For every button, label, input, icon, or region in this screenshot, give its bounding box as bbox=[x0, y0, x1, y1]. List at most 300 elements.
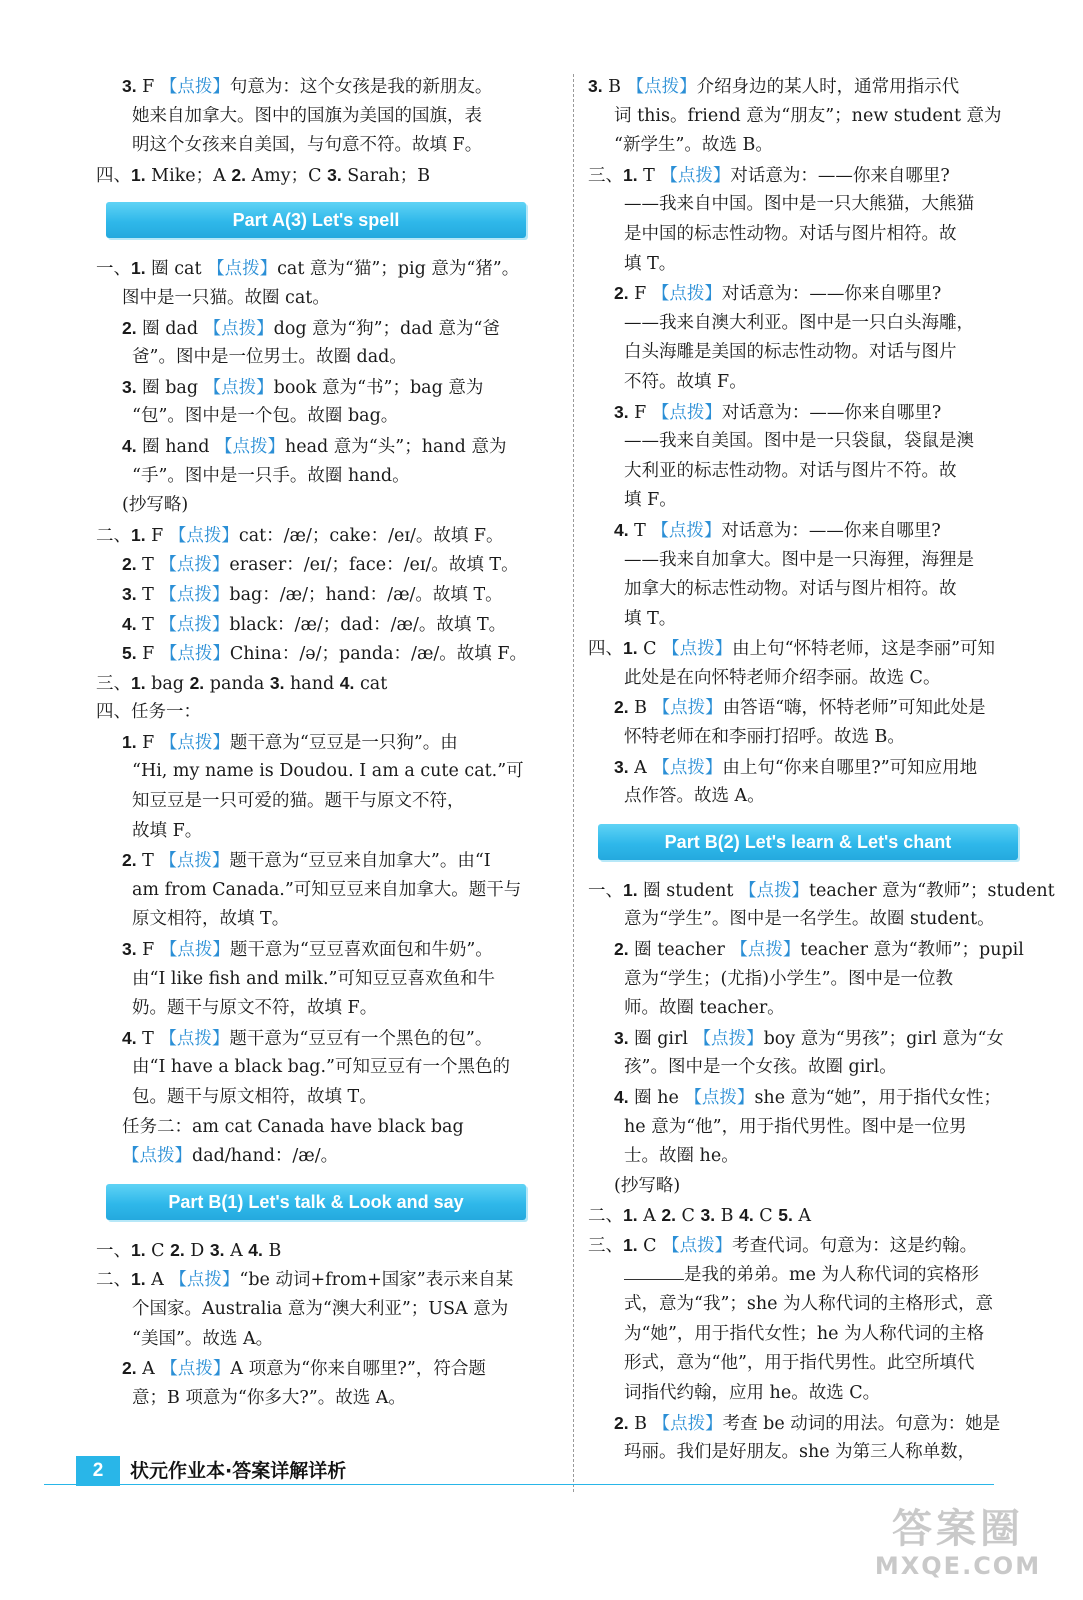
answer-line bbox=[588, 905, 1038, 935]
left-column bbox=[96, 72, 566, 1413]
answer-text: 一、 bbox=[588, 880, 623, 901]
item-number: 1. bbox=[623, 164, 638, 185]
item-number: 4. bbox=[614, 519, 629, 540]
answer-line bbox=[96, 846, 566, 876]
item-number: 4. bbox=[339, 672, 355, 693]
answer-text: teacher 意为“教师”；student bbox=[808, 880, 1055, 901]
answer-text: F bbox=[628, 402, 652, 423]
answer-text: dad/hand：/æ/。 bbox=[192, 1146, 339, 1167]
answer-text: 奶。题干与原文不符，故填 F。 bbox=[132, 998, 378, 1019]
answer-text: 玛丽。我们是好朋友。she 为第三人称单数， bbox=[624, 1442, 976, 1463]
answer-text: 词指代约翰，应用 he。故选 C。 bbox=[624, 1382, 881, 1403]
item-number: 2. bbox=[189, 672, 205, 693]
answer-line bbox=[588, 1409, 1038, 1439]
answer-line bbox=[96, 1295, 566, 1325]
answer-text: 圈 student bbox=[637, 880, 739, 901]
answer-text: 知豆豆是一只可爱的猫。题干与原文不符， bbox=[132, 791, 465, 812]
item-number: 3. bbox=[122, 376, 137, 397]
answer-text: Amy；C bbox=[245, 165, 328, 186]
item-number: 4. bbox=[739, 1205, 754, 1226]
item-number: 2. bbox=[614, 283, 629, 304]
answer-text: bag bbox=[145, 673, 190, 694]
answer-text: hand bbox=[284, 673, 340, 694]
answer-line bbox=[96, 787, 566, 817]
hint-tag: 【点拨】 bbox=[122, 1146, 192, 1167]
hint-tag: 【点拨】 bbox=[203, 318, 274, 339]
answer-line bbox=[588, 72, 1038, 102]
answer-text: C bbox=[637, 639, 663, 660]
item-number: 4. bbox=[122, 435, 137, 456]
item-number: 2. bbox=[231, 164, 246, 185]
answer-line bbox=[588, 994, 1038, 1024]
answer-line bbox=[96, 373, 566, 403]
answer-text: he 意为“他”，用于指代男性。图中是一位男 bbox=[624, 1116, 967, 1137]
item-number: 4. bbox=[122, 613, 137, 634]
answer-line bbox=[96, 1113, 566, 1143]
item-number: 1. bbox=[131, 524, 146, 545]
answer-text: “包”。图中是一个包。故圈 bag。 bbox=[132, 406, 399, 427]
item-number: 5. bbox=[778, 1205, 793, 1226]
answer-text: 任务二：am cat Canada have black bag bbox=[122, 1116, 464, 1137]
answer-line bbox=[96, 1236, 566, 1266]
hint-tag: 【点拨】 bbox=[159, 614, 230, 635]
answer-text: 孩”。图中是一个女孩。故圈 girl。 bbox=[624, 1057, 897, 1078]
hint-tag: 【点拨】 bbox=[214, 436, 285, 457]
hint-tag: 【点拨】 bbox=[160, 1359, 231, 1380]
answer-line bbox=[588, 1349, 1038, 1379]
page-number: 2 bbox=[76, 1456, 120, 1486]
answer-text: 由“I like fish and milk.”可知豆豆喜欢鱼和牛 bbox=[132, 968, 495, 989]
item-number: 2. bbox=[122, 554, 137, 575]
answer-line bbox=[588, 1379, 1038, 1409]
answer-text: “be 动词+from+国家”表示来自某 bbox=[239, 1270, 514, 1291]
answer-text: (抄写略) bbox=[122, 495, 189, 516]
item-number: 4. bbox=[614, 1087, 629, 1107]
answer-text: cat 意为“猫”；pig 意为“猪”。 bbox=[277, 259, 520, 280]
answer-line bbox=[588, 935, 1038, 965]
answer-line bbox=[588, 546, 1038, 576]
answer-text: 考查代词。句意为：这是约翰。 bbox=[732, 1235, 978, 1256]
answer-text: 三、 bbox=[588, 1235, 623, 1256]
answer-line bbox=[96, 102, 566, 132]
answer-line bbox=[588, 1231, 1038, 1261]
answer-line bbox=[588, 398, 1038, 428]
answer-text: B bbox=[262, 1240, 282, 1261]
answer-line bbox=[588, 102, 1038, 132]
answer-text: 填 T。 bbox=[624, 253, 677, 274]
answer-text: ——我来自美国。图中是一只袋鼠，袋鼠是澳 bbox=[624, 431, 974, 452]
answer-text: T bbox=[628, 520, 652, 541]
hint-tag: 【点拨】 bbox=[738, 880, 809, 901]
answer-line bbox=[588, 693, 1038, 723]
answer-line bbox=[588, 338, 1038, 368]
answer-text: A bbox=[224, 1240, 249, 1261]
answer-text: ——我来自中国。图中是一只大熊猫，大熊猫 bbox=[624, 194, 974, 215]
answer-text: A bbox=[637, 1206, 662, 1227]
answer-text: “美国”。故选 A。 bbox=[132, 1328, 274, 1349]
answer-text: A bbox=[628, 757, 653, 778]
answer-text: 四、 bbox=[588, 639, 623, 660]
answer-text: 式，意为“我”；she 为人称代词的主格形式，意 bbox=[624, 1294, 994, 1315]
answer-text: 考查 be 动词的用法。句意为：她是 bbox=[722, 1413, 1001, 1434]
answer-text: eraser：/eɪ/；face：/eɪ/。故填 T。 bbox=[229, 555, 519, 576]
item-number: 3. bbox=[588, 76, 603, 96]
answer-text: 此处是在向怀特老师介绍李丽。故选 C。 bbox=[624, 667, 941, 688]
answer-text: F bbox=[136, 644, 160, 665]
answer-text: T bbox=[136, 555, 160, 576]
answer-text: 是我的弟弟。me 为人称代词的宾格形 bbox=[684, 1264, 980, 1285]
answer-text: dog 意为“狗”；dad 意为“爸 bbox=[273, 318, 500, 339]
answer-text: am from Canada.”可知豆豆来自加拿大。题干与 bbox=[132, 879, 522, 900]
hint-tag: 【点拨】 bbox=[159, 940, 230, 961]
answer-text: 填 F。 bbox=[624, 490, 677, 511]
fill-blank bbox=[624, 1261, 684, 1280]
answer-text: F bbox=[136, 77, 160, 97]
answer-line bbox=[588, 1438, 1038, 1468]
answer-text: T bbox=[136, 851, 160, 872]
answer-text: 加拿大的标志性动物。对话与图片相符。故 bbox=[624, 579, 957, 600]
answer-text: 二、 bbox=[96, 1270, 131, 1291]
answer-text: 原文相符，故填 T。 bbox=[132, 909, 290, 930]
answer-line bbox=[588, 190, 1038, 220]
answer-text: A bbox=[136, 1359, 161, 1380]
answer-text: F bbox=[145, 525, 169, 546]
answer-line bbox=[96, 550, 566, 580]
answer-text: 大利亚的标志性动物。对话与图片不符。故 bbox=[624, 460, 957, 481]
answer-text: 她来自加拿大。图中的国旗为美国的国旗，表 bbox=[132, 105, 482, 126]
answer-text: 圈 bag bbox=[136, 377, 204, 398]
answer-line bbox=[588, 1113, 1038, 1143]
answer-text: 师。故圈 teacher。 bbox=[624, 998, 785, 1019]
answer-line bbox=[96, 1384, 566, 1414]
answer-text: F bbox=[136, 940, 160, 961]
item-number: 4. bbox=[248, 1239, 263, 1260]
answer-line bbox=[588, 220, 1038, 250]
answer-line bbox=[588, 1083, 1038, 1113]
answer-text: 圈 girl bbox=[628, 1028, 694, 1049]
watermark-logo bbox=[858, 1506, 1058, 1582]
answer-text: 由上句“怀特老师，这是李丽”可知 bbox=[732, 639, 996, 660]
item-number: 1. bbox=[131, 672, 146, 693]
answer-line bbox=[588, 1290, 1038, 1320]
answer-text: 为“她”，用于指代女性；he 为人称代词的主格 bbox=[624, 1323, 985, 1344]
watermark-text: 答案圈 bbox=[892, 1506, 1024, 1552]
item-number: 3. bbox=[122, 939, 137, 960]
answer-line bbox=[96, 965, 566, 995]
answer-text: T bbox=[136, 1028, 160, 1049]
answer-line bbox=[588, 131, 1038, 161]
hint-tag: 【点拨】 bbox=[159, 851, 230, 872]
answer-text: 由答语“嗨，怀特老师”可知此处是 bbox=[722, 698, 986, 719]
item-number: 1. bbox=[623, 638, 638, 659]
answer-text: Mike；A bbox=[145, 165, 232, 186]
answer-text: B bbox=[628, 698, 653, 719]
answer-text: 对话意为：——你来自哪里? bbox=[730, 165, 950, 186]
item-number: 2. bbox=[661, 1205, 676, 1226]
answer-line bbox=[96, 161, 566, 191]
right-column bbox=[588, 72, 1055, 1468]
hint-tag: 【点拨】 bbox=[159, 77, 230, 97]
answer-text: 填 T。 bbox=[624, 608, 677, 629]
answer-text: 二、 bbox=[96, 525, 131, 546]
hint-tag: 【点拨】 bbox=[159, 732, 230, 753]
answer-line bbox=[96, 491, 566, 521]
answer-line bbox=[96, 1354, 566, 1384]
answer-line bbox=[588, 427, 1038, 457]
answer-line bbox=[96, 935, 566, 965]
item-number: 2. bbox=[122, 1358, 137, 1379]
answer-text: bag：/æ/；hand：/æ/。故填 T。 bbox=[229, 584, 503, 605]
book-title: 状元作业本·答案详解详析 bbox=[130, 1460, 347, 1482]
answer-text: 点作答。故选 A。 bbox=[624, 786, 765, 807]
hint-tag: 【点拨】 bbox=[626, 77, 697, 97]
item-number: 3. bbox=[614, 756, 629, 777]
answer-line bbox=[96, 1265, 566, 1295]
answer-line bbox=[588, 1172, 1038, 1202]
answer-text: 对话意为：——你来自哪里? bbox=[721, 520, 941, 541]
hint-tag: 【点拨】 bbox=[159, 584, 230, 605]
answer-text: 个国家。Australia 意为“澳大利亚”；USA 意为 bbox=[132, 1298, 509, 1319]
answer-line bbox=[96, 314, 566, 344]
answer-text: 题干意为“豆豆有一个黑色的包”。 bbox=[229, 1028, 493, 1049]
answer-line bbox=[96, 728, 566, 758]
item-number: 1. bbox=[623, 1205, 638, 1226]
answer-line bbox=[588, 279, 1038, 309]
answer-text: 圈 teacher bbox=[628, 940, 731, 961]
answer-line bbox=[96, 1325, 566, 1355]
answer-line bbox=[588, 1053, 1038, 1083]
item-number: 2. bbox=[614, 697, 629, 718]
answer-line bbox=[96, 876, 566, 906]
answer-text: 一、 bbox=[96, 1240, 131, 1261]
hint-tag: 【点拨】 bbox=[652, 698, 723, 719]
answer-text: 四、任务一： bbox=[96, 702, 201, 723]
hint-tag: 【点拨】 bbox=[693, 1028, 764, 1049]
answer-line bbox=[96, 639, 566, 669]
answer-text: panda bbox=[204, 673, 270, 694]
hint-tag: 【点拨】 bbox=[159, 1028, 230, 1049]
item-number: 1. bbox=[131, 258, 146, 279]
item-number: 3. bbox=[700, 1205, 716, 1226]
answer-line bbox=[96, 817, 566, 847]
item-number: 1. bbox=[623, 879, 638, 900]
answer-text: 对话意为：——你来自哪里? bbox=[721, 284, 942, 305]
answer-text: A bbox=[145, 1270, 170, 1291]
item-number: 3. bbox=[614, 401, 629, 422]
answer-text: 爸”。图中是一位男士。故圈 dad。 bbox=[132, 347, 407, 368]
answer-text: A 项意为“你来自哪里?”，符合题 bbox=[230, 1359, 486, 1380]
answer-text: 是中国的标志性动物。对话与图片相符。故 bbox=[624, 223, 957, 244]
answer-text: 词 this。friend 意为“朋友”；new student 意为 bbox=[614, 105, 1002, 126]
answer-line bbox=[588, 782, 1038, 812]
answer-text: T bbox=[136, 614, 160, 635]
answer-text: 三、 bbox=[96, 673, 131, 694]
answer-text: 意；B 项意为“你多大?”。故选 A。 bbox=[132, 1387, 406, 1408]
answer-line bbox=[588, 634, 1038, 664]
answer-text: teacher 意为“教师”；pupil bbox=[800, 940, 1024, 961]
answer-line bbox=[96, 580, 566, 610]
hint-tag: 【点拨】 bbox=[660, 165, 731, 186]
watermark-url: MXQE.COM bbox=[874, 1552, 1042, 1580]
answer-text: B bbox=[602, 77, 627, 97]
answer-text: 意为“学生”。图中是一名学生。故圈 student。 bbox=[624, 909, 995, 930]
answer-line bbox=[96, 1083, 566, 1113]
answer-line bbox=[588, 753, 1038, 783]
item-number: 4. bbox=[122, 1027, 137, 1048]
answer-text: 一、 bbox=[96, 259, 131, 280]
answer-text: (抄写略) bbox=[614, 1175, 681, 1196]
answer-text: T bbox=[136, 584, 160, 605]
answer-text: 故填 F。 bbox=[132, 820, 203, 841]
answer-line bbox=[588, 1024, 1038, 1054]
answer-text: ——我来自加拿大。图中是一只海狸，海狸是 bbox=[624, 549, 974, 570]
answer-line bbox=[96, 462, 566, 492]
hint-tag: 【点拨】 bbox=[168, 525, 239, 546]
answer-line bbox=[96, 343, 566, 373]
answer-line bbox=[588, 368, 1038, 398]
answer-text: 题干意为“豆豆喜欢面包和牛奶”。 bbox=[229, 940, 493, 961]
hint-tag: 【点拨】 bbox=[730, 940, 801, 961]
answer-text: 介绍身边的某人时，通常用指示代 bbox=[696, 77, 960, 97]
answer-text: “新学生”。故选 B。 bbox=[614, 135, 773, 156]
answer-text: 怀特老师在和李丽打招呼。故选 B。 bbox=[624, 727, 905, 748]
item-number: 2. bbox=[170, 1239, 185, 1260]
answer-text: 圈 cat bbox=[145, 259, 208, 280]
answer-line bbox=[588, 309, 1038, 339]
item-number: 1. bbox=[623, 1234, 638, 1255]
item-number: 2. bbox=[122, 850, 137, 871]
answer-text: 包。题干与原文相符，故填 T。 bbox=[132, 1087, 377, 1107]
answer-line bbox=[96, 669, 566, 699]
answer-text: China：/ə/；panda：/æ/。故填 F。 bbox=[229, 644, 527, 665]
item-number: 1. bbox=[131, 164, 146, 185]
answer-text: 不符。故填 F。 bbox=[624, 371, 747, 392]
answer-text: 题干意为“豆豆是一只狗”。由 bbox=[229, 732, 458, 753]
column-divider bbox=[573, 74, 574, 1492]
answer-line bbox=[96, 72, 566, 102]
section-banner: Part B(1) Let's talk & Look and say bbox=[106, 1184, 526, 1220]
answer-text: F bbox=[136, 732, 160, 753]
hint-tag: 【点拨】 bbox=[159, 644, 230, 665]
section-banner: Part A(3) Let's spell bbox=[106, 202, 526, 238]
answer-text: B bbox=[715, 1206, 740, 1227]
answer-text: she 意为“她”，用于指代女性； bbox=[754, 1088, 1002, 1108]
item-number: 1. bbox=[122, 731, 137, 752]
item-number: 3. bbox=[269, 672, 285, 693]
answer-line bbox=[588, 161, 1038, 191]
answer-line bbox=[96, 698, 566, 728]
answer-text: 明这个女孩来自美国，与句意不符。故填 F。 bbox=[132, 135, 483, 156]
answer-line bbox=[588, 965, 1038, 995]
hint-tag: 【点拨】 bbox=[651, 284, 722, 305]
answer-text: 士。故圈 he。 bbox=[624, 1146, 739, 1167]
answer-text: 句意为：这个女孩是我的新朋友。 bbox=[229, 77, 493, 97]
hint-tag: 【点拨】 bbox=[662, 1235, 733, 1256]
answer-line bbox=[588, 1261, 1038, 1291]
item-number: 3. bbox=[614, 1027, 629, 1048]
answer-text: A bbox=[792, 1206, 812, 1227]
hint-tag: 【点拨】 bbox=[203, 377, 274, 398]
answer-text: C bbox=[145, 1240, 171, 1261]
hint-tag: 【点拨】 bbox=[652, 1413, 723, 1434]
hint-tag: 【点拨】 bbox=[651, 402, 722, 423]
answer-line bbox=[588, 605, 1038, 635]
answer-text: 对话意为：——你来自哪里? bbox=[721, 402, 942, 423]
answer-text: C bbox=[753, 1206, 779, 1227]
answer-line bbox=[96, 757, 566, 787]
answer-line bbox=[588, 1201, 1038, 1231]
answer-text: 由上句“你来自哪里?”可知应用地 bbox=[722, 757, 978, 778]
answer-line bbox=[588, 575, 1038, 605]
answer-text: B bbox=[628, 1413, 653, 1434]
answer-text: cat：/æ/；cake：/eɪ/。故填 F。 bbox=[238, 525, 504, 546]
answer-line bbox=[588, 516, 1038, 546]
answer-text: 题干意为“豆豆来自加拿大”。由“I bbox=[229, 851, 491, 872]
answer-line bbox=[96, 254, 566, 284]
hint-tag: 【点拨】 bbox=[651, 520, 722, 541]
answer-text: 形式，意为“他”，用于指代男性。此空所填代 bbox=[624, 1353, 975, 1374]
answer-text: 圈 dad bbox=[136, 318, 204, 339]
answer-text: 白头海雕是美国的标志性动物。对话与图片 bbox=[624, 342, 957, 363]
answer-text: 三、 bbox=[588, 165, 623, 186]
answer-line bbox=[96, 1142, 566, 1172]
answer-line bbox=[96, 432, 566, 462]
hint-tag: 【点拨】 bbox=[207, 259, 278, 280]
answer-line bbox=[588, 664, 1038, 694]
item-number: 3. bbox=[122, 76, 137, 96]
answer-text: “Hi, my name is Doudou. I am a cute cat.”可 bbox=[132, 761, 524, 782]
item-number: 3. bbox=[327, 164, 342, 185]
answer-text: 意为“学生；(尤指)小学生”。图中是一位教 bbox=[624, 968, 954, 989]
item-number: 1. bbox=[131, 1239, 146, 1260]
answer-text: T bbox=[637, 165, 661, 186]
item-number: 3. bbox=[209, 1239, 225, 1260]
answer-line bbox=[588, 1320, 1038, 1350]
answer-text: 四、 bbox=[96, 165, 131, 186]
answer-text: 圈 hand bbox=[136, 436, 215, 457]
answer-line bbox=[96, 521, 566, 551]
answer-line bbox=[588, 1142, 1038, 1172]
answer-line bbox=[96, 994, 566, 1024]
item-number: 2. bbox=[614, 1412, 629, 1433]
answer-text: ——我来自澳大利亚。图中是一只白头海雕， bbox=[624, 312, 974, 333]
answer-line bbox=[588, 250, 1038, 280]
answer-text: 圈 he bbox=[628, 1088, 685, 1108]
answer-text: 二、 bbox=[588, 1206, 623, 1227]
item-number: 3. bbox=[122, 583, 137, 604]
answer-line bbox=[588, 457, 1038, 487]
answer-line bbox=[588, 486, 1038, 516]
answer-text: head 意为“头”；hand 意为 bbox=[284, 436, 507, 457]
answer-text: black：/æ/；dad：/æ/。故填 T。 bbox=[229, 614, 507, 635]
hint-tag: 【点拨】 bbox=[169, 1270, 240, 1291]
item-number: 2. bbox=[122, 317, 137, 338]
footer-rule bbox=[44, 1484, 994, 1485]
item-number: 5. bbox=[122, 643, 137, 664]
item-number: 2. bbox=[614, 939, 629, 960]
answer-line bbox=[588, 876, 1055, 906]
answer-line bbox=[96, 610, 566, 640]
answer-line bbox=[96, 131, 566, 161]
answer-text: book 意为“书”；bag 意为 bbox=[273, 377, 484, 398]
item-number: 1. bbox=[131, 1269, 146, 1290]
answer-line bbox=[96, 905, 566, 935]
section-banner: Part B(2) Let's learn & Let's chant bbox=[598, 824, 1018, 860]
answer-text: 由“I have a black bag.”可知豆豆有一个黑色的 bbox=[132, 1057, 510, 1078]
answer-line bbox=[96, 402, 566, 432]
hint-tag: 【点拨】 bbox=[652, 757, 723, 778]
answer-text: 图中是一只猫。故圈 cat。 bbox=[122, 287, 330, 308]
